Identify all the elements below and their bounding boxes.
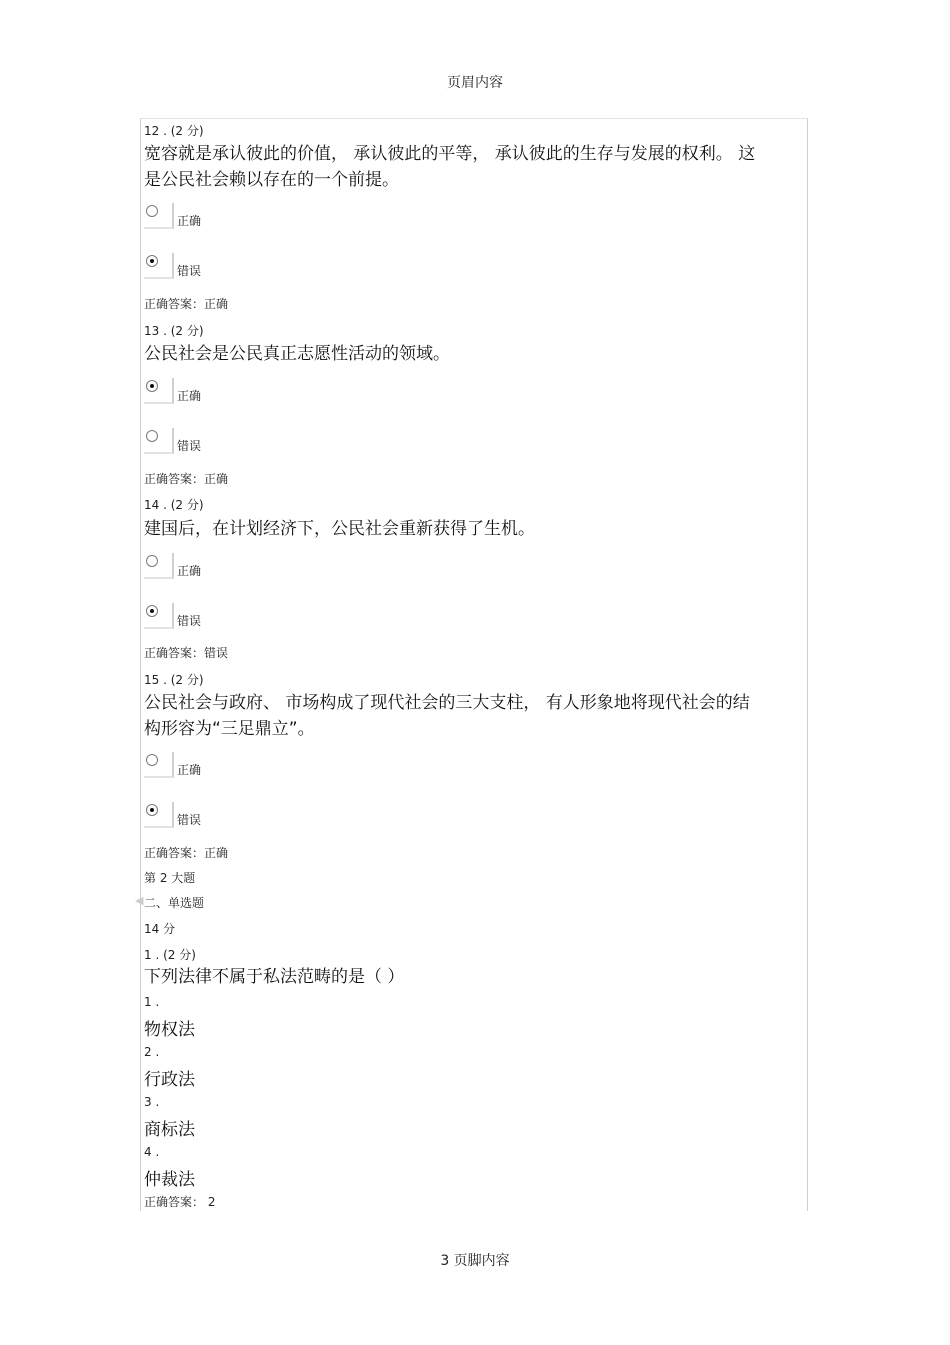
choice-index: 4 .	[144, 1145, 160, 1159]
radio-button[interactable]	[146, 754, 158, 766]
question-text-line: 公民社会与政府、 市场构成了现代社会的三大支柱， 有人形象地将现代社会的结	[144, 693, 750, 713]
choice-option[interactable]: 物权法	[144, 1020, 195, 1040]
correct-answer: 正确答案： 2	[144, 1195, 216, 1209]
radio-option-true[interactable]	[144, 378, 174, 404]
correct-answer: 正确答案：错误	[144, 646, 229, 660]
radio-option-true[interactable]	[144, 203, 174, 229]
option-label: 正确	[177, 389, 202, 403]
choice-index: 2 .	[144, 1045, 160, 1059]
choice-option[interactable]: 商标法	[144, 1120, 195, 1140]
question-number: 15 . (2 分)	[144, 673, 204, 687]
choice-index: 3 .	[144, 1095, 160, 1109]
page-header: 页眉内容	[447, 75, 503, 91]
radio-button[interactable]	[146, 430, 158, 442]
question-number: 14 . (2 分)	[144, 498, 204, 512]
question-text-line: 公民社会是公民真正志愿性活动的领域。	[144, 344, 450, 364]
option-label: 错误	[177, 439, 202, 453]
option-label: 正确	[177, 214, 202, 228]
radio-option-false[interactable]	[144, 603, 174, 629]
radio-button-checked[interactable]	[146, 605, 158, 617]
option-label: 错误	[177, 614, 202, 628]
page-footer: 3 页脚内容	[440, 1253, 510, 1269]
question-text-line: 宽容就是承认彼此的价值， 承认彼此的平等， 承认彼此的生存与发展的权利。 这	[144, 144, 756, 164]
correct-answer: 正确答案：正确	[144, 846, 229, 860]
correct-answer: 正确答案：正确	[144, 472, 229, 486]
choice-option[interactable]: 仲裁法	[144, 1170, 195, 1190]
question-number: 12 . (2 分)	[144, 124, 204, 138]
section-title: 第 2 大题	[144, 871, 196, 885]
question-text-line: 下列法律不属于私法范畴的是（ ）	[144, 967, 405, 987]
radio-option-true[interactable]	[144, 752, 174, 778]
radio-button-checked[interactable]	[146, 380, 158, 392]
radio-option-false[interactable]	[144, 802, 174, 828]
question-text-line: 建国后，在计划经济下，公民社会重新获得了生机。	[144, 519, 535, 539]
content-frame	[140, 118, 808, 1211]
option-label: 正确	[177, 763, 202, 777]
choice-option[interactable]: 行政法	[144, 1070, 195, 1090]
option-label: 错误	[177, 264, 202, 278]
question-number: 1 . (2 分)	[144, 948, 196, 962]
section-subtitle: 二、单选题	[144, 896, 205, 910]
question-number: 13 . (2 分)	[144, 324, 204, 338]
radio-option-false[interactable]	[144, 428, 174, 454]
radio-button-checked[interactable]	[146, 255, 158, 267]
radio-button[interactable]	[146, 205, 158, 217]
section-score: 14 分	[144, 922, 176, 936]
choice-index: 1 .	[144, 995, 160, 1009]
option-label: 正确	[177, 564, 202, 578]
correct-answer: 正确答案：正确	[144, 297, 229, 311]
radio-option-false[interactable]	[144, 253, 174, 279]
option-label: 错误	[177, 813, 202, 827]
question-text-line: 是公民社会赖以存在的一个前提。	[144, 170, 399, 190]
question-text-line: 构形容为“三足鼎立”。	[144, 719, 315, 739]
radio-option-true[interactable]	[144, 553, 174, 579]
radio-button[interactable]	[146, 555, 158, 567]
left-tab-marker: ◀	[135, 894, 144, 907]
radio-button-checked[interactable]	[146, 804, 158, 816]
